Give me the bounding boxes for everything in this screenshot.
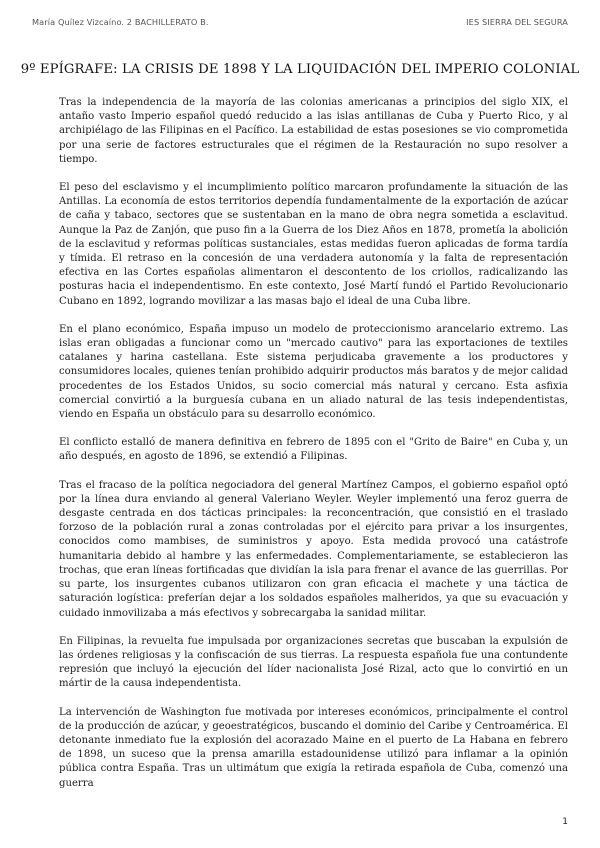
paragraph: El conflicto estalló de manera definitiva en febrero de 1895 con el "Grito de Baire" en Cuba y, un año después, en agosto de 1896, se extendió a Filipinas.: [59, 437, 568, 463]
page-header: [32, 17, 568, 27]
paragraph: Tras el fracaso de la política negociadora del general Martínez Campos, el gobierno español optó por la línea dura enviando al general Valeriano Weyler. Weyler implementó una feroz guerra de desgaste centrada en dos tácticas principales: la reconcentración, que consistió en el traslado forzoso de la población rural a zonas controladas por el ejército para privar a los insurgentes, conocidos como mambises, de suministros y apoyo. Esta medida provocó una catástrofe humanitaria debido al hambre y las enfermedades. Complementariamente, se establecieron las trochas, que eran líneas fortificadas que dividían la isla para frenar el avance de las guerrillas. Por su parte, los insurgentes cubanos utilizaron con gran eficacia el machete y una táctica de saturación logística: preferían dejar a los soldados españoles malheridos, ya que su evacuación y cuidado inmovilizaba a más efectivos y sobrecargaba la sanidad militar.: [59, 479, 568, 619]
paragraph: El peso del esclavismo y el incumplimiento político marcaron profundamente la situación de las Antillas. La economía de estos territorios dependía fundamentalmente de la exportación de azúcar de caña y tabaco, sectores que se sustentaban en la mano de obra negra sometida a esclavitud. Aunque la Paz de Zanjón, que puso fin a la Guerra de los Diez Años en 1878, prometía la abolición de la esclavitud y reformas políticas sustanciales, estas medidas fueron aplicadas de forma tardía y tímida. El retraso en la concesión de una verdadera autonomía y la falta de representación efectiva en las Cortes españolas alimentaron el descontento de los criollos, radicalizando las posturas hacia el independentismo. En este contexto, José Martí fundó el Partido Revolucionario Cubano en 1892, logrando movilizar a las masas bajo el ideal de una Cuba libre.: [59, 182, 568, 307]
document-body: [59, 96, 568, 805]
document-title: 9º EPÍGRAFE: LA CRISIS DE 1898 Y LA LIQUIDACIÓN DEL IMPERIO COLONIAL: [20, 62, 580, 77]
paragraph: En Filipinas, la revuelta fue impulsada por organizaciones secretas que buscaban la expulsión de las órdenes religiosas y la confiscación de sus tierras. La respuesta española fue una contundente represión que incluyó la ejecución del líder nacionalista José Rizal, acto que lo convirtió en un mártir de la causa independentista.: [59, 635, 568, 690]
paragraph: La intervención de Washington fue motivada por intereses económicos, principalmente el control de la producción de azúcar, y geoestratégicos, buscando el dominio del Caribe y Centroamérica. El detonante inmediato fue la explosión del acorazado Maine en el puerto de La Habana en febrero de 1898, un suceso que la prensa amarilla estadounidense utilizó para inflamar a la opinión pública contra España. Tras un ultimátum que exigía la retirada española de Cuba, comenzó una guerra: [59, 706, 568, 789]
page-number: 1: [562, 817, 568, 827]
paragraph: En el plano económico, España impuso un modelo de proteccionismo arancelario extremo. Las islas eran obligadas a funcionar como un "mercado cautivo" para las exportaciones de textiles catalanes y harina castellana. Este sistema perjudicaba gravemente a los productores y consumidores locales, quienes tenían prohibido adquirir productos más baratos y de mejor calidad procedentes de los Estados Unidos, su socio comercial más natural y cercano. Esta asfixia comercial convirtió a la burguesía cubana en un aliado natural de las tesis independentistas, viendo en España un obstáculo para su desarrollo económico.: [59, 323, 568, 421]
paragraph: Tras la independencia de la mayoría de las colonias americanas a principios del siglo XIX, el antaño vasto Imperio español quedó reducido a las islas antillanas de Cuba y Puerto Rico, y al archipiélago de las Filipinas en el Pacífico. La estabilidad de estas posesiones se vio comprometida por una serie de factores estructurales que el régimen de la Restauración no supo resolver a tiempo.: [59, 97, 568, 165]
header-school: IES SIERRA DEL SEGURA: [466, 17, 568, 27]
header-author: María Quílez Vizcaíno. 2 BACHILLERATO B.: [32, 17, 209, 27]
